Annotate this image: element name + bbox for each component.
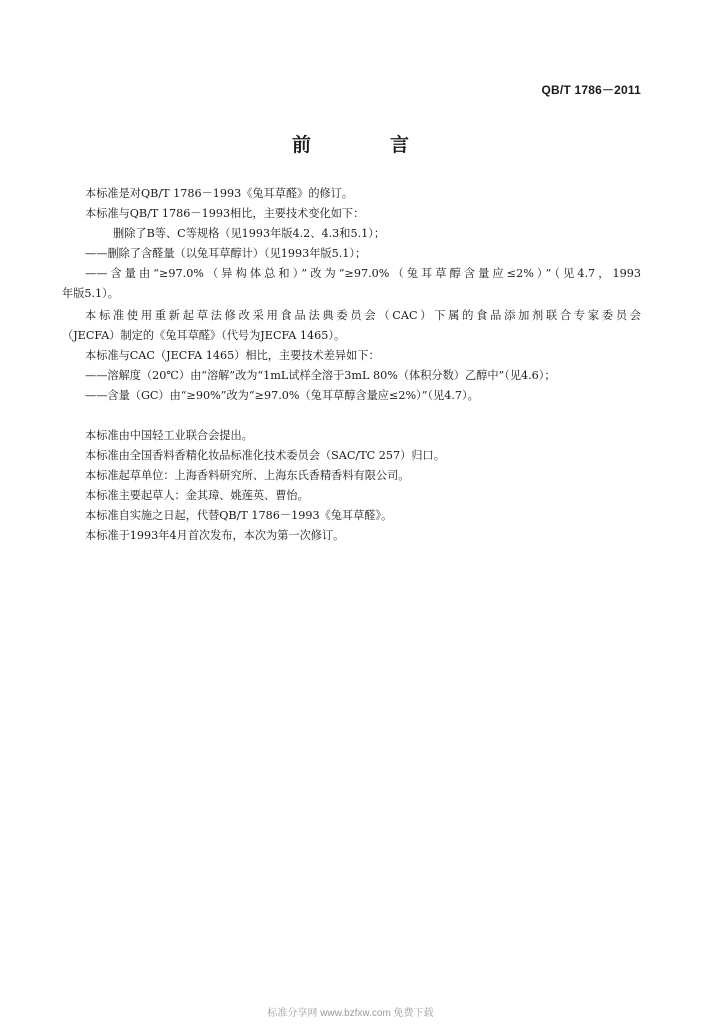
standard-code: QB/T 1786－2011 xyxy=(541,83,641,97)
foreword-line: ——删除了含醛量（以兔耳草醇计）（见1993年版5.1）； xyxy=(85,247,367,260)
foreword-line: 删除了B等、C等规格（见1993年版4.2、4.3和5.1）； xyxy=(113,227,386,240)
foreword-line: 本标准由全国香料香精化妆品标准化技术委员会（SAC/TC 257）归口。 xyxy=(85,449,445,462)
foreword-line: 本标准由中国轻工业联合会提出。 xyxy=(85,429,253,442)
foreword-line: ——含量（GC）由“≥90%”改为“≥97.0%（兔耳草醇含量应≤2%）”（见4.7）。 xyxy=(85,389,479,402)
foreword-line: 年版5.1）。 xyxy=(62,287,119,300)
footer-watermark: 标准分享网 www.bzfxw.com 免费下载 xyxy=(267,1008,434,1019)
foreword-line: ——溶解度（20℃）由“溶解”改为“1mL试样全溶于3mL 80%（体积分数）乙醇中”（见4.6）； xyxy=(85,369,556,382)
foreword-line: 本标准是对QB/T 1786－1993《兔耳草醛》的修订。 xyxy=(85,187,354,200)
foreword-line: 本标准与CAC（JECFA 1465）相比，主要技术差异如下： xyxy=(85,349,380,362)
foreword-line: 本标准使用重新起草法修改采用食品法典委员会（CAC）下属的食品添加剂联合专家委员会 xyxy=(85,309,641,322)
foreword-line: 本标准自实施之日起，代替QB/T 1786－1993《兔耳草醛》。 xyxy=(85,509,393,522)
foreword-line: 本标准与QB/T 1786－1993相比，主要技术变化如下： xyxy=(85,207,365,220)
foreword-line: （JECFA）制定的《兔耳草醛》（代号为JECFA 1465）。 xyxy=(62,329,346,342)
foreword-line: 本标准起草单位：上海香料研究所、上海东氏香精香料有限公司。 xyxy=(85,469,410,482)
foreword-line: ——含量由“≥97.0%（异构体总和）”改为“≥97.0%（兔耳草醇含量应≤2%）”（见4.7，1993 xyxy=(85,267,641,280)
foreword-line: 本标准于1993年4月首次发布，本次为第一次修订。 xyxy=(85,529,345,542)
foreword-line: 本标准主要起草人：金其璋、姚莲英、曹怡。 xyxy=(85,489,309,502)
page-title: 前 言 xyxy=(291,134,439,156)
